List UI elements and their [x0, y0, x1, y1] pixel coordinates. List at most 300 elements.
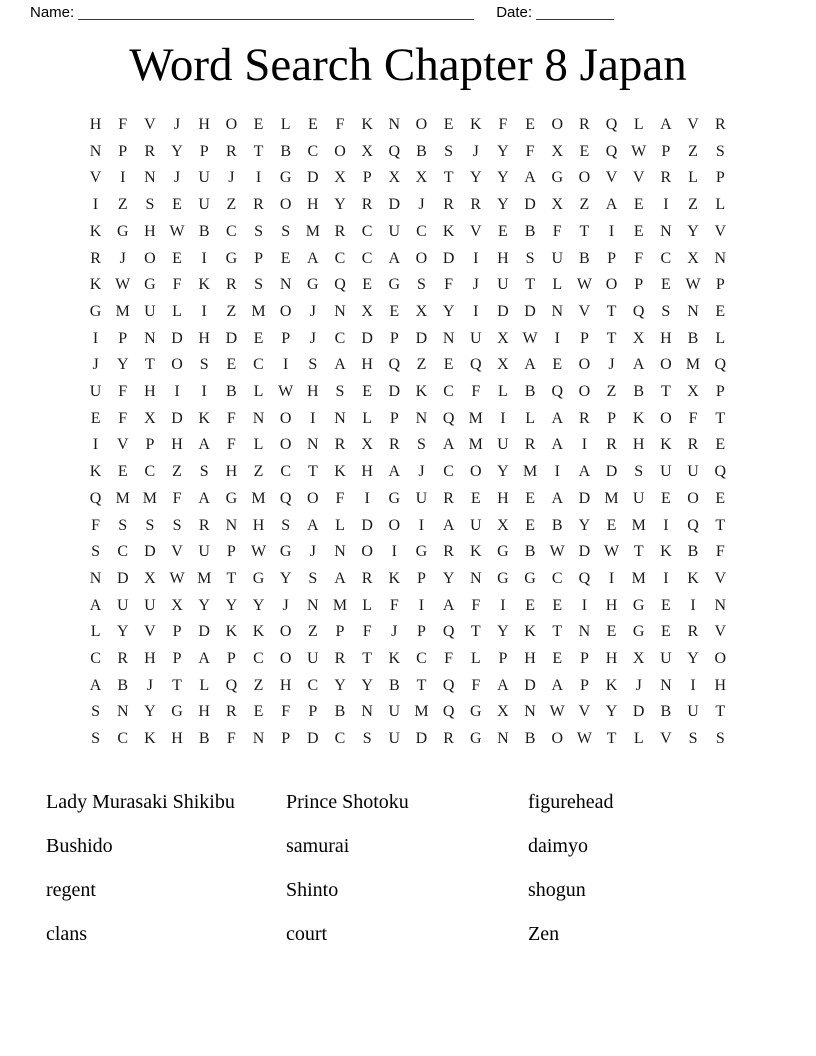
grid-letter[interactable]: B [524, 222, 536, 240]
grid-letter[interactable]: W [250, 543, 267, 561]
grid-letter[interactable]: P [172, 650, 182, 668]
grid-letter[interactable]: S [254, 276, 263, 294]
grid-letter[interactable]: O [687, 489, 699, 507]
grid-letter[interactable]: J [472, 142, 479, 160]
grid-letter[interactable]: I [690, 596, 696, 614]
grid-letter[interactable]: B [198, 222, 210, 240]
grid-letter[interactable]: M [142, 489, 157, 507]
grid-letter[interactable]: L [253, 383, 264, 401]
grid-letter[interactable]: F [118, 409, 128, 427]
grid-letter[interactable]: X [388, 169, 401, 187]
grid-letter[interactable]: Z [688, 196, 698, 214]
grid-letter[interactable]: I [554, 463, 560, 481]
grid-letter[interactable]: L [688, 169, 698, 187]
grid-letter[interactable]: D [578, 489, 591, 507]
grid-letter[interactable]: E [552, 650, 563, 668]
grid-letter[interactable]: O [660, 409, 672, 427]
grid-letter[interactable]: I [690, 676, 696, 694]
grid-letter[interactable]: T [307, 463, 318, 481]
grid-letter[interactable]: K [89, 222, 102, 240]
grid-letter[interactable]: Y [497, 196, 509, 214]
word-list-item[interactable]: Prince Shotoku [286, 791, 409, 813]
grid-letter[interactable]: N [225, 516, 238, 534]
grid-letter[interactable]: E [660, 276, 671, 294]
grid-letter[interactable]: R [253, 196, 264, 214]
grid-letter[interactable]: N [307, 436, 319, 454]
grid-letter[interactable]: X [144, 569, 156, 587]
grid-letter[interactable]: I [663, 516, 669, 534]
grid-letter[interactable]: N [89, 142, 102, 160]
grid-letter[interactable]: N [551, 302, 564, 320]
grid-letter[interactable]: B [524, 730, 536, 748]
grid-letter[interactable]: M [604, 489, 619, 507]
grid-letter[interactable]: G [89, 302, 102, 320]
grid-letter[interactable]: H [171, 436, 183, 454]
grid-letter[interactable]: R [144, 142, 156, 160]
grid-letter[interactable]: X [415, 302, 428, 320]
grid-letter[interactable]: M [468, 409, 483, 427]
grid-letter[interactable]: O [415, 249, 428, 267]
grid-letter[interactable]: L [199, 676, 210, 694]
grid-letter[interactable]: A [442, 516, 455, 534]
grid-letter[interactable]: E [117, 463, 128, 481]
grid-letter[interactable]: E [525, 116, 535, 133]
grid-letter[interactable]: N [714, 249, 727, 267]
grid-letter[interactable]: X [497, 516, 509, 534]
grid-letter[interactable]: R [524, 436, 536, 454]
grid-letter[interactable]: S [91, 730, 101, 748]
grid-letter[interactable]: N [361, 703, 373, 721]
grid-letter[interactable]: J [608, 356, 615, 374]
grid-letter[interactable]: I [201, 383, 207, 401]
grid-letter[interactable]: Y [334, 676, 346, 694]
grid-letter[interactable]: C [144, 463, 156, 481]
grid-letter[interactable]: O [279, 650, 292, 668]
grid-letter[interactable]: C [307, 676, 319, 694]
grid-letter[interactable]: Y [578, 516, 591, 534]
grid-letter[interactable]: O [551, 116, 564, 133]
grid-letter[interactable]: C [280, 463, 291, 481]
grid-letter[interactable]: U [687, 463, 699, 481]
grid-letter[interactable]: D [632, 703, 645, 721]
grid-letter[interactable]: H [660, 329, 672, 347]
grid-letter[interactable]: S [715, 142, 725, 160]
grid-letter[interactable]: H [714, 676, 727, 694]
grid-letter[interactable]: H [497, 489, 509, 507]
grid-letter[interactable]: E [525, 596, 535, 614]
grid-letter[interactable]: J [309, 329, 316, 347]
grid-letter[interactable]: Q [714, 463, 727, 481]
grid-letter[interactable]: E [633, 196, 644, 214]
grid-letter[interactable]: B [551, 516, 563, 534]
grid-letter[interactable]: R [226, 276, 237, 294]
grid-letter[interactable]: W [603, 543, 620, 561]
grid-letter[interactable]: D [361, 329, 373, 347]
grid-letter[interactable]: Y [334, 196, 346, 214]
grid-letter[interactable]: R [90, 249, 101, 267]
grid-letter[interactable]: E [362, 383, 373, 401]
grid-letter[interactable]: O [469, 463, 482, 481]
grid-letter[interactable]: Q [605, 116, 618, 133]
grid-letter[interactable]: M [197, 569, 212, 587]
grid-letter[interactable]: W [576, 730, 592, 748]
grid-letter[interactable]: P [417, 623, 426, 641]
grid-letter[interactable]: S [661, 302, 671, 320]
grid-letter[interactable]: J [391, 623, 398, 641]
grid-letter[interactable]: O [361, 543, 373, 561]
grid-letter[interactable]: W [576, 276, 592, 294]
grid-letter[interactable]: Q [225, 676, 238, 694]
grid-letter[interactable]: P [661, 142, 671, 160]
grid-letter[interactable]: I [418, 516, 425, 534]
word-list-item[interactable]: Zen [528, 923, 560, 945]
grid-letter[interactable]: D [307, 169, 319, 187]
grid-letter[interactable]: N [660, 676, 672, 694]
grid-letter[interactable]: H [361, 463, 373, 481]
grid-letter[interactable]: P [607, 409, 616, 427]
grid-letter[interactable]: N [116, 703, 129, 721]
grid-letter[interactable]: U [551, 249, 564, 267]
grid-letter[interactable]: P [715, 383, 725, 401]
grid-letter[interactable]: T [579, 222, 590, 240]
grid-letter[interactable]: U [116, 596, 129, 614]
grid-letter[interactable]: C [90, 650, 101, 668]
grid-letter[interactable]: P [335, 623, 345, 641]
grid-letter[interactable]: S [308, 356, 318, 374]
grid-letter[interactable]: R [388, 436, 400, 454]
grid-letter[interactable]: S [525, 249, 535, 267]
grid-letter[interactable]: N [442, 329, 455, 347]
grid-letter[interactable]: I [473, 302, 479, 320]
grid-letter[interactable]: F [525, 142, 535, 160]
grid-letter[interactable]: L [498, 383, 508, 401]
grid-letter[interactable]: Q [442, 623, 455, 641]
grid-letter[interactable]: N [660, 222, 672, 240]
grid-letter[interactable]: L [253, 436, 264, 454]
grid-letter[interactable]: G [551, 169, 564, 187]
grid-letter[interactable]: F [281, 703, 291, 721]
grid-letter[interactable]: K [524, 623, 536, 641]
grid-letter[interactable]: N [524, 703, 536, 721]
grid-letter[interactable]: B [524, 383, 536, 401]
grid-letter[interactable]: E [715, 489, 726, 507]
grid-letter[interactable]: O [578, 169, 591, 187]
grid-letter[interactable]: U [89, 383, 102, 401]
grid-letter[interactable]: A [632, 356, 645, 374]
grid-letter[interactable]: O [279, 623, 292, 641]
grid-letter[interactable]: E [552, 596, 563, 614]
grid-letter[interactable]: U [497, 276, 509, 294]
grid-letter[interactable]: E [552, 356, 563, 374]
grid-letter[interactable]: F [335, 489, 345, 507]
grid-letter[interactable]: E [498, 222, 508, 240]
grid-letter[interactable]: H [198, 329, 210, 347]
grid-letter[interactable]: W [522, 329, 538, 347]
grid-letter[interactable]: D [171, 329, 183, 347]
grid-letter[interactable]: T [552, 623, 563, 641]
grid-letter[interactable]: H [144, 222, 156, 240]
grid-letter[interactable]: Y [361, 676, 373, 694]
grid-letter[interactable]: I [581, 596, 588, 614]
grid-letter[interactable]: Y [116, 623, 129, 641]
grid-letter[interactable]: E [660, 623, 671, 641]
grid-letter[interactable]: M [631, 516, 646, 534]
grid-letter[interactable]: I [500, 596, 506, 614]
grid-letter[interactable]: G [632, 623, 645, 641]
grid-letter[interactable]: R [579, 116, 590, 133]
grid-letter[interactable]: A [307, 249, 319, 267]
grid-letter[interactable]: C [253, 650, 264, 668]
grid-letter[interactable]: R [117, 650, 129, 668]
grid-letter[interactable]: M [305, 222, 320, 240]
grid-letter[interactable]: E [307, 116, 318, 133]
grid-letter[interactable]: Z [117, 196, 128, 214]
date-blank-line[interactable] [536, 18, 614, 20]
grid-letter[interactable]: S [172, 516, 182, 534]
grid-letter[interactable]: F [688, 409, 698, 427]
grid-letter[interactable]: H [307, 196, 319, 214]
grid-letter[interactable]: W [549, 543, 565, 561]
word-list-item[interactable]: Lady Murasaki Shikibu [46, 791, 235, 813]
grid-letter[interactable]: X [497, 356, 509, 374]
grid-letter[interactable]: C [361, 222, 373, 240]
grid-letter[interactable]: I [92, 329, 99, 347]
grid-letter[interactable]: V [578, 302, 591, 320]
grid-letter[interactable]: T [525, 276, 535, 294]
grid-letter[interactable]: J [228, 169, 235, 187]
grid-letter[interactable]: S [254, 222, 263, 240]
grid-letter[interactable]: T [660, 383, 671, 401]
grid-letter[interactable]: D [144, 543, 156, 561]
grid-letter[interactable]: M [115, 489, 130, 507]
grid-letter[interactable]: A [605, 196, 618, 214]
grid-letter[interactable]: V [714, 222, 727, 240]
grid-letter[interactable]: J [309, 543, 316, 561]
grid-letter[interactable]: H [198, 703, 210, 721]
grid-letter[interactable]: L [362, 409, 373, 427]
grid-letter[interactable]: K [388, 650, 401, 668]
grid-letter[interactable]: W [549, 703, 565, 721]
grid-letter[interactable]: G [497, 543, 509, 561]
grid-letter[interactable]: A [578, 463, 591, 481]
grid-letter[interactable]: N [388, 116, 401, 133]
grid-letter[interactable]: S [417, 276, 426, 294]
grid-letter[interactable]: D [225, 329, 238, 347]
grid-letter[interactable]: A [388, 463, 401, 481]
grid-letter[interactable]: L [633, 730, 644, 748]
grid-letter[interactable]: T [606, 302, 617, 320]
grid-letter[interactable]: A [307, 516, 319, 534]
grid-letter[interactable]: B [280, 142, 291, 160]
grid-letter[interactable]: F [226, 436, 236, 454]
grid-letter[interactable]: L [552, 276, 563, 294]
grid-letter[interactable]: X [144, 409, 156, 427]
grid-letter[interactable]: I [201, 249, 207, 267]
grid-letter[interactable]: N [578, 623, 591, 641]
name-blank-line[interactable] [78, 18, 474, 20]
grid-letter[interactable]: R [443, 489, 454, 507]
grid-letter[interactable]: C [443, 463, 454, 481]
grid-letter[interactable]: U [469, 329, 482, 347]
grid-letter[interactable]: C [307, 142, 319, 160]
grid-letter[interactable]: X [361, 302, 373, 320]
grid-letter[interactable]: X [551, 196, 564, 214]
grid-letter[interactable]: A [198, 650, 210, 668]
grid-letter[interactable]: A [551, 436, 564, 454]
grid-letter[interactable]: F [226, 409, 236, 427]
grid-letter[interactable]: Y [442, 302, 455, 320]
grid-letter[interactable]: L [362, 596, 373, 614]
grid-letter[interactable]: K [89, 276, 102, 294]
grid-letter[interactable]: I [310, 409, 316, 427]
grid-letter[interactable]: J [119, 249, 126, 267]
grid-letter[interactable]: K [415, 383, 428, 401]
grid-letter[interactable]: C [226, 222, 237, 240]
grid-letter[interactable]: W [685, 276, 701, 294]
grid-letter[interactable]: T [226, 569, 237, 587]
grid-letter[interactable]: S [199, 356, 209, 374]
grid-letter[interactable]: T [145, 356, 155, 374]
grid-letter[interactable]: S [308, 569, 318, 587]
grid-letter[interactable]: Q [279, 489, 292, 507]
grid-letter[interactable]: L [172, 302, 182, 320]
grid-letter[interactable]: R [226, 703, 237, 721]
grid-letter[interactable]: H [605, 650, 618, 668]
grid-letter[interactable]: A [551, 489, 564, 507]
grid-letter[interactable]: C [334, 730, 346, 748]
grid-letter[interactable]: K [469, 116, 482, 133]
grid-letter[interactable]: U [388, 730, 401, 748]
grid-letter[interactable]: R [334, 436, 346, 454]
grid-letter[interactable]: D [171, 409, 183, 427]
grid-letter[interactable]: E [253, 116, 264, 133]
grid-letter[interactable]: R [687, 436, 699, 454]
grid-letter[interactable]: O [415, 116, 428, 133]
grid-letter[interactable]: O [279, 409, 292, 427]
grid-letter[interactable]: N [469, 569, 482, 587]
grid-letter[interactable]: H [89, 116, 102, 133]
grid-letter[interactable]: Y [225, 596, 238, 614]
grid-letter[interactable]: I [92, 436, 99, 454]
grid-letter[interactable]: P [308, 703, 318, 721]
grid-letter[interactable]: G [279, 543, 292, 561]
grid-letter[interactable]: C [660, 249, 672, 267]
grid-letter[interactable]: C [117, 730, 129, 748]
grid-letter[interactable]: Z [579, 196, 590, 214]
grid-letter[interactable]: O [605, 276, 618, 294]
grid-letter[interactable]: G [116, 222, 129, 240]
grid-letter[interactable]: F [471, 383, 481, 401]
grid-letter[interactable]: F [118, 383, 128, 401]
grid-letter[interactable]: Q [442, 703, 455, 721]
grid-letter[interactable]: W [169, 222, 185, 240]
grid-letter[interactable]: L [525, 409, 535, 427]
grid-letter[interactable]: O [307, 489, 319, 507]
grid-letter[interactable]: V [469, 222, 482, 240]
grid-letter[interactable]: J [309, 302, 316, 320]
grid-letter[interactable]: O [551, 730, 564, 748]
grid-letter[interactable]: F [715, 543, 725, 561]
word-list-item[interactable]: regent [46, 879, 96, 901]
grid-letter[interactable]: U [415, 489, 428, 507]
grid-letter[interactable]: G [469, 730, 482, 748]
grid-letter[interactable]: V [144, 623, 156, 641]
grid-letter[interactable]: V [714, 623, 727, 641]
grid-letter[interactable]: H [524, 650, 536, 668]
grid-letter[interactable]: F [362, 623, 372, 641]
grid-letter[interactable]: C [443, 383, 454, 401]
grid-letter[interactable]: O [279, 302, 292, 320]
grid-letter[interactable]: L [280, 116, 291, 133]
grid-letter[interactable]: G [497, 569, 509, 587]
grid-letter[interactable]: A [442, 596, 455, 614]
grid-letter[interactable]: U [307, 650, 319, 668]
grid-letter[interactable]: H [307, 383, 319, 401]
grid-letter[interactable]: H [144, 650, 156, 668]
grid-letter[interactable]: T [715, 703, 726, 721]
word-list-item[interactable]: figurehead [528, 791, 614, 813]
grid-letter[interactable]: V [144, 116, 156, 133]
grid-letter[interactable]: T [606, 730, 617, 748]
grid-letter[interactable]: C [416, 222, 427, 240]
grid-letter[interactable]: G [252, 569, 265, 587]
grid-letter[interactable]: J [418, 196, 425, 214]
grid-letter[interactable]: V [660, 730, 672, 748]
grid-letter[interactable]: X [632, 329, 645, 347]
grid-letter[interactable]: P [715, 276, 725, 294]
grid-letter[interactable]: V [714, 569, 727, 587]
grid-letter[interactable]: U [469, 516, 482, 534]
grid-letter[interactable]: B [660, 703, 672, 721]
grid-letter[interactable]: Z [253, 463, 264, 481]
grid-letter[interactable]: Y [144, 703, 156, 721]
grid-letter[interactable]: S [145, 196, 155, 214]
grid-letter[interactable]: D [524, 302, 536, 320]
grid-letter[interactable]: G [225, 249, 238, 267]
grid-letter[interactable]: X [415, 169, 428, 187]
grid-letter[interactable]: K [660, 436, 672, 454]
grid-letter[interactable]: Y [469, 169, 482, 187]
grid-letter[interactable]: F [552, 222, 562, 240]
grid-letter[interactable]: O [279, 196, 292, 214]
grid-letter[interactable]: I [391, 543, 397, 561]
grid-letter[interactable]: V [171, 543, 183, 561]
grid-letter[interactable]: Z [226, 302, 237, 320]
grid-letter[interactable]: X [361, 436, 373, 454]
grid-letter[interactable]: K [605, 676, 618, 694]
grid-letter[interactable]: B [687, 543, 699, 561]
grid-letter[interactable]: R [579, 409, 590, 427]
grid-letter[interactable]: U [632, 489, 645, 507]
grid-letter[interactable]: G [415, 543, 428, 561]
grid-letter[interactable]: I [473, 249, 479, 267]
grid-letter[interactable]: F [471, 596, 481, 614]
grid-letter[interactable]: N [252, 730, 265, 748]
grid-letter[interactable]: N [89, 569, 102, 587]
grid-letter[interactable]: S [634, 463, 644, 481]
grid-letter[interactable]: P [281, 329, 291, 347]
grid-letter[interactable]: S [688, 730, 698, 748]
word-list-item[interactable]: daimyo [528, 835, 588, 857]
grid-letter[interactable]: A [334, 356, 346, 374]
grid-letter[interactable]: G [632, 596, 645, 614]
grid-letter[interactable]: E [253, 329, 264, 347]
grid-letter[interactable]: B [579, 249, 590, 267]
grid-letter[interactable]: O [660, 356, 672, 374]
grid-letter[interactable]: G [524, 569, 536, 587]
grid-letter[interactable]: X [687, 383, 699, 401]
grid-letter[interactable]: D [415, 730, 428, 748]
